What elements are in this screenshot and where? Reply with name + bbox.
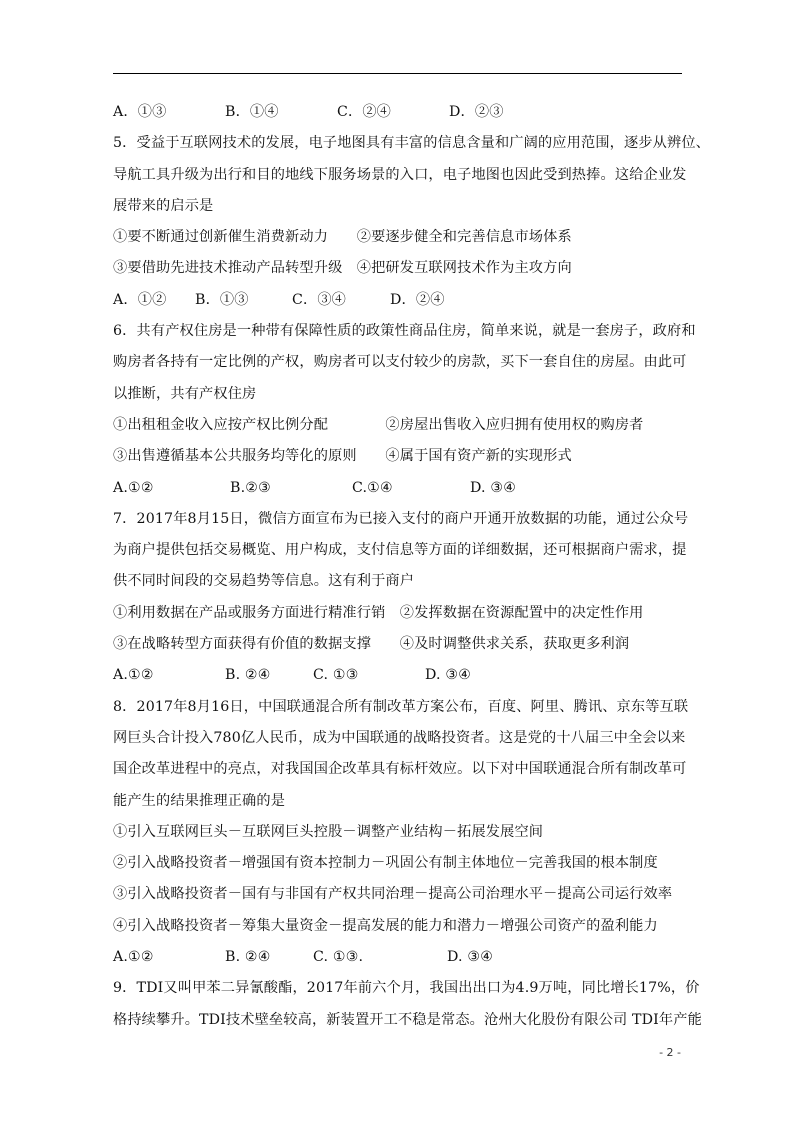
- text-line: ③在战略转型方面获得有价值的数据支撑 ④及时调整供求关系，获取更多利润: [113, 636, 630, 653]
- answer-option: C．③④: [292, 291, 347, 308]
- text-line: ①引入互联网巨头－互联网巨头控股－调整产业结构－拓展发展空间: [113, 823, 544, 840]
- answer-option: B．①④: [225, 104, 279, 120]
- answer-option: A.①②: [113, 667, 154, 684]
- answer-options: [113, 473, 685, 504]
- text-line: 以推断，共有产权住房: [113, 385, 257, 402]
- text-line: 国企改革进程中的亮点，对我国国企改革具有标杆效应。以下对中国联通混合所有制改革可: [113, 761, 687, 778]
- answer-option: D. ③④: [470, 479, 517, 496]
- answer-option: B. ②④: [225, 667, 271, 684]
- answer-options: [113, 942, 685, 973]
- text-line: 展带来的启示是: [113, 197, 214, 214]
- answer-options: [113, 97, 685, 128]
- text-line: ③引入战略投资者－国有与非国有产权共同治理－提高公司治理水平－提高公司运行效率: [113, 886, 673, 903]
- text-line: 格持续攀升。TDI技术壁垒较高，新装置开工不稳是常态。沧州大化股份有限公司 TDI年产能: [113, 1011, 702, 1028]
- answer-option: A．①②: [113, 291, 167, 308]
- answer-option: B．①③: [195, 291, 249, 308]
- answer-options: [113, 660, 685, 691]
- answer-option: B. ②④: [225, 949, 271, 966]
- answer-option: D．②④: [390, 291, 445, 308]
- text-line: 8．2017年8月16日，中国联通混合所有制改革方案公布，百度、阿里、腾讯、京东等互联: [113, 698, 689, 715]
- text-line: 网巨头合计投入780亿人民币，成为中国联通的战略投资者。这是党的十八届三中全会以来: [113, 729, 686, 746]
- page-number: - 2 -: [659, 1046, 681, 1059]
- text-line: ④引入战略投资者－筹集大量资金－提高发展的能力和潜力－增强公司资产的盈利能力: [113, 917, 658, 934]
- text-line: ③出售遵循基本公共服务均等化的原则 ④属于国有资产新的实现形式: [113, 448, 572, 465]
- text-line: 能产生的结果推理正确的是: [113, 792, 286, 809]
- text-line: 导航工具升级为出行和目的地线下服务场景的入口，电子地图也因此受到热捧。这给企业发: [113, 166, 687, 183]
- text-line: 5．受益于互联网技术的发展，电子地图具有丰富的信息含量和广阔的应用范围，逐步从辨位、: [113, 135, 711, 152]
- header-rule: [113, 73, 682, 74]
- text-line: ①出租租金收入应按产权比例分配 ②房屋出售收入应归拥有使用权的购房者: [113, 416, 644, 433]
- document-body: [113, 97, 711, 1036]
- answer-options: [113, 285, 685, 316]
- text-line: ①利用数据在产品或服务方面进行精准行销 ②发挥数据在资源配置中的决定性作用: [113, 604, 644, 621]
- answer-option: C．②④: [337, 104, 392, 120]
- text-line: ①要不断通过创新催生消费新动力 ②要逐步健全和完善信息市场体系: [113, 229, 572, 246]
- answer-option: B.②③: [230, 479, 271, 496]
- text-line: ②引入战略投资者－增强国有资本控制力－巩固公有制主体地位－完善我国的根本制度: [113, 855, 658, 872]
- text-line: 9．TDI又叫甲苯二异氰酸酯，2017年前六个月，我国出出口为4.9万吨，同比增长17%，价: [113, 980, 700, 997]
- answer-option: D．②③: [449, 104, 504, 120]
- text-line: 购房者各持有一定比例的产权，购房者可以支付较少的房款，买下一套自住的房屋。由此可: [113, 354, 687, 371]
- answer-option: A.①②: [113, 949, 154, 966]
- text-line: 7．2017年8月15日，微信方面宣布为已接入支付的商户开通开放数据的功能，通过公众号: [113, 510, 689, 527]
- text-line: 6．共有产权住房是一种带有保障性质的政策性商品住房，简单来说，就是一套房子，政府和: [113, 323, 696, 340]
- answer-option: C. ①③.: [313, 949, 364, 966]
- answer-option: A.①②: [113, 479, 154, 496]
- answer-option: A．①③: [113, 104, 167, 120]
- answer-option: C. ①③: [313, 667, 359, 684]
- text-line: 为商户提供包括交易概览、用户构成，支付信息等方面的详细数据，还可根据商户需求，提: [113, 542, 687, 559]
- text-line: ③要借助先进技术推动产品转型升级 ④把研发互联网技术作为主攻方向: [113, 260, 572, 277]
- answer-option: C.①④: [352, 479, 393, 496]
- answer-option: D. ③④: [447, 949, 494, 966]
- text-line: 供不同时间段的交易趋势等信息。这有利于商户: [113, 573, 415, 590]
- answer-option: D. ③④: [425, 667, 472, 684]
